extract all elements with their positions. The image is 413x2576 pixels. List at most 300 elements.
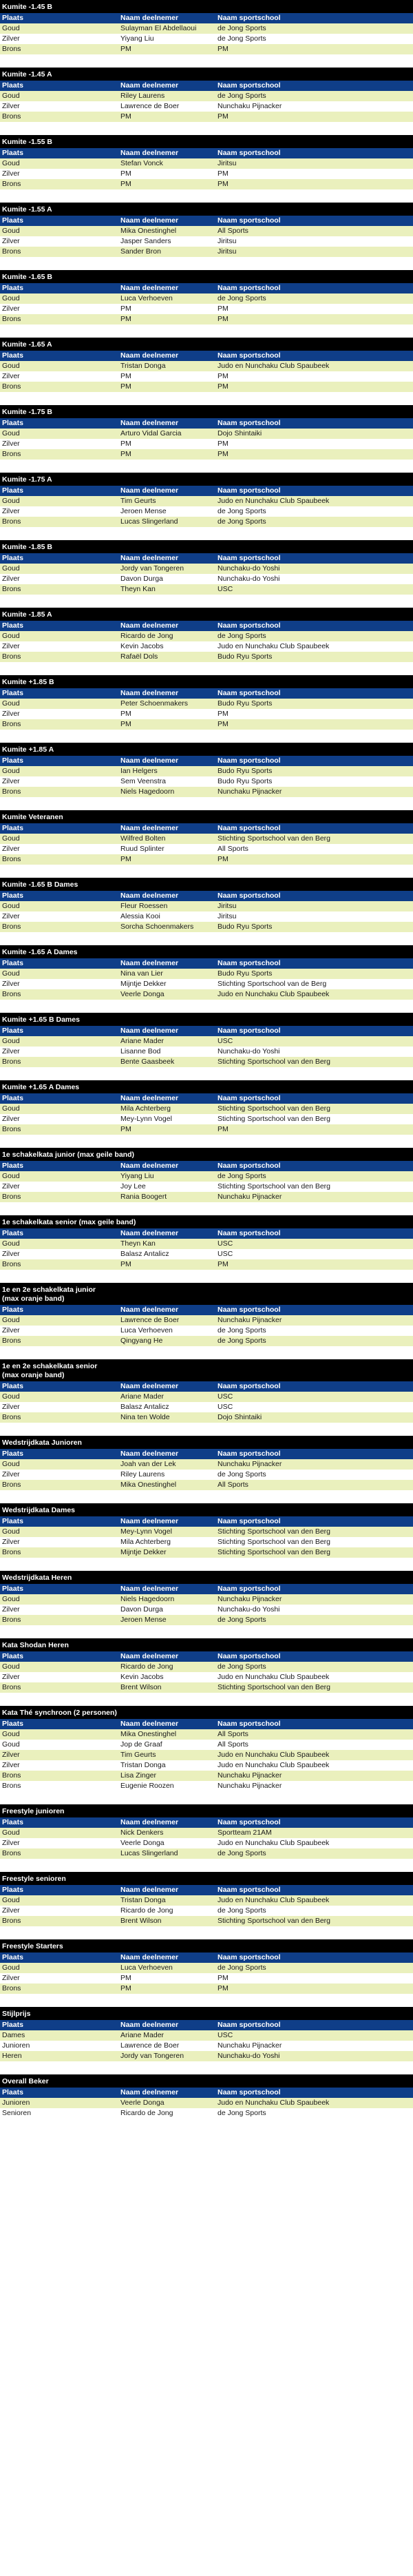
placement-cell: Brons — [2, 1616, 21, 1624]
school-name-cell: de Jong Sports — [218, 1849, 266, 1857]
results-section — [0, 540, 413, 595]
result-row — [0, 371, 413, 382]
result-row — [0, 1662, 413, 1672]
column-header-row — [0, 13, 413, 23]
school-name-cell: PM — [218, 1974, 229, 1982]
result-row — [0, 574, 413, 584]
results-section — [0, 1571, 413, 1625]
school-name-cell: PM — [218, 1984, 229, 1992]
column-header-name: Naam deelnemer — [120, 554, 179, 562]
result-row — [0, 989, 413, 1000]
placement-cell: Zilver — [2, 440, 20, 448]
participant-name-cell: Kevin Jacobs — [120, 642, 164, 650]
participant-name-cell: Peter Schoenmakers — [120, 699, 189, 708]
participant-name-cell: Bente Gaasbeek — [120, 1058, 175, 1066]
column-header-school: Naam sportschool — [218, 216, 281, 225]
school-name-cell: USC — [218, 585, 233, 593]
result-row — [0, 1973, 413, 1983]
result-row — [0, 1459, 413, 1470]
column-header-place: Plaats — [2, 216, 23, 225]
placement-cell: Zilver — [2, 575, 20, 583]
school-name-cell: de Jong Sports — [218, 1662, 266, 1671]
school-name-cell: Judo en Nunchaku Club Spaubeek — [218, 2099, 330, 2107]
placement-cell: Goud — [2, 429, 20, 437]
school-name-cell: PM — [218, 112, 229, 121]
column-header-place: Plaats — [2, 621, 23, 630]
results-section — [0, 2007, 413, 2061]
column-header-school: Naam sportschool — [218, 1382, 281, 1390]
placement-cell: Brons — [2, 1058, 21, 1066]
school-name-cell: Jiritsu — [218, 237, 237, 245]
results-section — [0, 608, 413, 662]
result-row — [0, 901, 413, 911]
column-header-name: Naam deelnemer — [120, 1720, 179, 1728]
placement-cell: Goud — [2, 1239, 20, 1248]
school-name-cell: Budo Ryu Sports — [218, 923, 273, 931]
school-name-cell: Stichting Sportschool van den Berg — [218, 1115, 331, 1123]
column-header-school: Naam sportschool — [218, 81, 281, 90]
school-name-cell: de Jong Sports — [218, 1964, 266, 1972]
placement-cell: Brons — [2, 247, 21, 256]
participant-name-cell: Ricardo de Jong — [120, 2109, 173, 2117]
column-header-place: Plaats — [2, 1953, 23, 1961]
school-name-cell: de Jong Sports — [218, 507, 266, 515]
school-name-cell: All Sports — [218, 227, 248, 235]
school-name-cell: Judo en Nunchaku Club Spaubeek — [218, 497, 330, 505]
results-section — [0, 810, 413, 865]
participant-name-cell: Wilfred Bolten — [120, 834, 166, 843]
school-name-cell: Judo en Nunchaku Club Spaubeek — [218, 1673, 330, 1681]
category-title: Wedstrijdkata Junioren — [0, 1436, 413, 1449]
placement-cell: Goud — [2, 1527, 20, 1536]
placement-cell: Zilver — [2, 507, 20, 515]
participant-name-cell: PM — [120, 1974, 131, 1982]
results-section — [0, 1872, 413, 1926]
participant-name-cell: Ricardo de Jong — [120, 1662, 173, 1671]
column-header-row — [0, 1516, 413, 1527]
school-name-cell: Judo en Nunchaku Club Spaubeek — [218, 1839, 330, 1847]
column-header-row — [0, 553, 413, 564]
column-header-name: Naam deelnemer — [120, 14, 179, 22]
column-header-name: Naam deelnemer — [120, 756, 179, 765]
result-row — [0, 23, 413, 34]
column-header-row — [0, 2020, 413, 2030]
column-header-name: Naam deelnemer — [120, 959, 179, 967]
results-section — [0, 0, 413, 54]
school-name-cell: PM — [218, 710, 229, 718]
school-name-cell: Sportteam 21AM — [218, 1828, 272, 1837]
participant-name-cell: Veerle Donga — [120, 2099, 165, 2107]
placement-cell: Goud — [2, 1662, 20, 1671]
category-title: Wedstrijdkata Heren — [0, 1571, 413, 1584]
results-section — [0, 68, 413, 122]
school-name-cell: All Sports — [218, 1481, 248, 1489]
school-name-cell: PM — [218, 1125, 229, 1133]
column-header-place: Plaats — [2, 824, 23, 832]
placement-cell: Brons — [2, 1260, 21, 1268]
placement-cell: Brons — [2, 45, 21, 53]
participant-name-cell: Sander Bron — [120, 247, 161, 256]
placement-cell: Zilver — [2, 305, 20, 313]
participant-name-cell: Luca Verhoeven — [120, 1964, 173, 1972]
column-header-school: Naam sportschool — [218, 1886, 281, 1894]
participant-name-cell: Tim Geurts — [120, 497, 156, 505]
column-header-name: Naam deelnemer — [120, 1652, 179, 1660]
result-row — [0, 766, 413, 776]
placement-cell: Zilver — [2, 1250, 20, 1258]
column-header-row — [0, 1719, 413, 1729]
result-row — [0, 1594, 413, 1605]
category-title: 1e schakelkata junior (max geile band) — [0, 1148, 413, 1161]
result-row — [0, 1104, 413, 1114]
placement-cell: Goud — [2, 1828, 20, 1837]
column-header-row — [0, 823, 413, 834]
column-header-place: Plaats — [2, 1720, 23, 1728]
result-row — [0, 2041, 413, 2051]
results-section — [0, 1638, 413, 1693]
participant-name-cell: Mila Achterberg — [120, 1104, 171, 1113]
placement-cell: Zilver — [2, 1326, 20, 1335]
participant-name-cell: PM — [120, 1260, 131, 1268]
column-header-name: Naam deelnemer — [120, 689, 179, 697]
results-section — [0, 1436, 413, 1490]
category-title: Freestyle Starters — [0, 1939, 413, 1952]
school-name-cell: Nunchaku Pijnacker — [218, 1316, 282, 1324]
column-header-place: Plaats — [2, 1886, 23, 1894]
school-name-cell: All Sports — [218, 845, 248, 853]
result-row — [0, 496, 413, 506]
result-row — [0, 1771, 413, 1781]
column-header-place: Plaats — [2, 1306, 23, 1314]
column-header-place: Plaats — [2, 149, 23, 157]
results-section — [0, 2074, 413, 2119]
result-row — [0, 652, 413, 662]
placement-cell: Zilver — [2, 1673, 20, 1681]
column-header-name: Naam deelnemer — [120, 81, 179, 90]
placement-cell: Goud — [2, 969, 20, 978]
school-name-cell: Stichting Sportschool van den Berg — [218, 1058, 331, 1066]
participant-name-cell: Sorcha Schoenmakers — [120, 923, 194, 931]
category-title: Kumite -1.75 A — [0, 473, 413, 486]
column-header-school: Naam sportschool — [218, 1027, 281, 1035]
school-name-cell: PM — [218, 45, 229, 53]
column-header-row — [0, 1228, 413, 1239]
participant-name-cell: Yiyang Liu — [120, 1172, 154, 1180]
column-header-name: Naam deelnemer — [120, 1027, 179, 1035]
results-section — [0, 473, 413, 527]
school-name-cell: Stichting Sportschool van de Berg — [218, 980, 327, 988]
results-section — [0, 1939, 413, 1994]
column-header-school: Naam sportschool — [218, 2021, 281, 2029]
participant-name-cell: Qingyang He — [120, 1337, 163, 1345]
participant-name-cell: Riley Laurens — [120, 1470, 165, 1478]
category-title: Overall Beker — [0, 2074, 413, 2088]
participant-name-cell: Fleur Roessen — [120, 902, 168, 910]
result-row — [0, 719, 413, 730]
column-header-row — [0, 688, 413, 699]
result-row — [0, 1259, 413, 1270]
participant-name-cell: Jop de Graaf — [120, 1740, 162, 1749]
school-name-cell: USC — [218, 1392, 233, 1401]
results-section — [0, 1215, 413, 1270]
placement-cell: Brons — [2, 315, 21, 323]
result-row — [0, 1963, 413, 1973]
result-row — [0, 44, 413, 54]
participant-name-cell: Mey-Lynn Vogel — [120, 1115, 172, 1123]
result-row — [0, 1895, 413, 1906]
participant-name-cell: PM — [120, 440, 131, 448]
category-title: Kumite -1.65 B Dames — [0, 878, 413, 891]
category-title: Kumite -1.65 A Dames — [0, 945, 413, 958]
school-name-cell: USC — [218, 1037, 233, 1045]
school-name-cell: Budo Ryu Sports — [218, 969, 273, 978]
participant-name-cell: Niels Hagedoorn — [120, 787, 175, 796]
result-row — [0, 979, 413, 989]
results-section — [0, 135, 413, 189]
result-row — [0, 449, 413, 460]
placement-cell: Goud — [2, 1316, 20, 1324]
placement-cell: Zilver — [2, 777, 20, 785]
participant-name-cell: Yiyang Liu — [120, 34, 154, 43]
placement-cell: Goud — [2, 767, 20, 775]
placement-cell: Goud — [2, 564, 20, 573]
placement-cell: Brons — [2, 1548, 21, 1556]
results-section — [0, 945, 413, 1000]
placement-cell: Heren — [2, 2052, 22, 2060]
results-section — [0, 675, 413, 730]
participant-name-cell: Tristan Donga — [120, 362, 166, 370]
placement-cell: Brons — [2, 855, 21, 863]
participant-name-cell: Ariane Mader — [120, 1392, 165, 1401]
column-header-name: Naam deelnemer — [120, 149, 179, 157]
school-name-cell: Stichting Sportschool van den Berg — [218, 1104, 331, 1113]
result-row — [0, 1315, 413, 1326]
column-header-school: Naam sportschool — [218, 1720, 281, 1728]
placement-cell: Goud — [2, 699, 20, 708]
school-name-cell: Dojo Shintaiki — [218, 429, 262, 437]
participant-name-cell: PM — [120, 1984, 131, 1992]
school-name-cell: de Jong Sports — [218, 1326, 266, 1335]
participant-name-cell: Veerle Donga — [120, 1839, 165, 1847]
school-name-cell: PM — [218, 169, 229, 178]
participant-name-cell: Theyn Kan — [120, 585, 156, 593]
school-name-cell: Budo Ryu Sports — [218, 652, 273, 661]
placement-cell: Senioren — [2, 2109, 32, 2117]
placement-cell: Goud — [2, 362, 20, 370]
results-section — [0, 270, 413, 324]
column-header-school: Naam sportschool — [218, 419, 281, 427]
placement-cell: Junioren — [2, 2041, 30, 2050]
column-header-place: Plaats — [2, 1585, 23, 1593]
participant-name-cell: PM — [120, 112, 131, 121]
school-name-cell: PM — [218, 450, 229, 458]
participant-name-cell: Jordy van Tongeren — [120, 2052, 184, 2060]
column-header-school: Naam sportschool — [218, 1162, 281, 1170]
column-header-school: Naam sportschool — [218, 1306, 281, 1314]
school-name-cell: Nunchaku Pijnacker — [218, 2041, 282, 2050]
column-header-name: Naam deelnemer — [120, 1306, 179, 1314]
column-header-school: Naam sportschool — [218, 892, 281, 900]
participant-name-cell: Jeroen Mense — [120, 1616, 167, 1624]
column-header-row — [0, 1449, 413, 1459]
result-row — [0, 631, 413, 641]
school-name-cell: de Jong Sports — [218, 24, 266, 32]
category-title: Stijlprijs — [0, 2007, 413, 2020]
column-header-place: Plaats — [2, 81, 23, 90]
column-header-name: Naam deelnemer — [120, 1162, 179, 1170]
column-header-school: Naam sportschool — [218, 959, 281, 967]
school-name-cell: de Jong Sports — [218, 1337, 266, 1345]
column-header-place: Plaats — [2, 351, 23, 360]
placement-cell: Goud — [2, 1460, 20, 1468]
column-header-row — [0, 283, 413, 293]
school-name-cell: PM — [218, 305, 229, 313]
participant-name-cell: Jordy van Tongeren — [120, 564, 184, 573]
school-name-cell: PM — [218, 720, 229, 728]
placement-cell: Goud — [2, 1896, 20, 1904]
placement-cell: Zilver — [2, 710, 20, 718]
category-title: Kumite -1.75 B — [0, 405, 413, 418]
school-name-cell: de Jong Sports — [218, 1616, 266, 1624]
participant-name-cell: Arturo Vidal Garcia — [120, 429, 182, 437]
column-header-name: Naam deelnemer — [120, 284, 179, 292]
school-name-cell: PM — [218, 440, 229, 448]
participant-name-cell: Mika Onestinghel — [120, 1481, 177, 1489]
column-header-name: Naam deelnemer — [120, 1886, 179, 1894]
placement-cell: Goud — [2, 497, 20, 505]
school-name-cell: Nunchaku Pijnacker — [218, 1771, 282, 1780]
placement-cell: Zilver — [2, 1761, 20, 1769]
column-header-place: Plaats — [2, 554, 23, 562]
school-name-cell: de Jong Sports — [218, 294, 266, 302]
column-header-name: Naam deelnemer — [120, 621, 179, 630]
column-header-row — [0, 1305, 413, 1315]
column-header-place: Plaats — [2, 1229, 23, 1237]
school-name-cell: Judo en Nunchaku Club Spaubeek — [218, 1761, 330, 1769]
result-row — [0, 293, 413, 304]
result-row — [0, 1740, 413, 1750]
participant-name-cell: Riley Laurens — [120, 92, 165, 100]
category-title: Kumite -1.45 B — [0, 0, 413, 13]
placement-cell: Goud — [2, 227, 20, 235]
school-name-cell: Stichting Sportschool van den Berg — [218, 1538, 331, 1546]
result-row — [0, 1682, 413, 1693]
school-name-cell: PM — [218, 372, 229, 380]
placement-cell: Brons — [2, 1337, 21, 1345]
column-header-place: Plaats — [2, 689, 23, 697]
participant-name-cell: Balasz Antalicz — [120, 1250, 169, 1258]
participant-name-cell: PM — [120, 382, 131, 391]
placement-cell: Zilver — [2, 169, 20, 178]
school-name-cell: Judo en Nunchaku Club Spaubeek — [218, 990, 330, 998]
placement-cell: Zilver — [2, 1115, 20, 1123]
placement-cell: Zilver — [2, 102, 20, 110]
participant-name-cell: Jeroen Mense — [120, 507, 167, 515]
column-header-school: Naam sportschool — [218, 824, 281, 832]
result-row — [0, 361, 413, 371]
results-section — [0, 1080, 413, 1135]
column-header-place: Plaats — [2, 2088, 23, 2096]
placement-cell: Brons — [2, 1125, 21, 1133]
result-row — [0, 112, 413, 122]
column-header-place: Plaats — [2, 2021, 23, 2029]
result-row — [0, 1057, 413, 1067]
category-title: Kata Shodan Heren — [0, 1638, 413, 1651]
participant-name-cell: PM — [120, 855, 131, 863]
placement-cell: Goud — [2, 902, 20, 910]
school-name-cell: de Jong Sports — [218, 2109, 266, 2117]
placement-cell: Goud — [2, 1104, 20, 1113]
school-name-cell: Jiritsu — [218, 247, 237, 256]
result-row — [0, 1036, 413, 1047]
result-row — [0, 1336, 413, 1346]
participant-name-cell: Mila Achterberg — [120, 1538, 171, 1546]
result-row — [0, 2051, 413, 2061]
column-header-place: Plaats — [2, 486, 23, 495]
school-name-cell: Nunchaku Pijnacker — [218, 1193, 282, 1201]
participant-name-cell: Veerle Donga — [120, 990, 165, 998]
column-header-row — [0, 351, 413, 361]
column-header-school: Naam sportschool — [218, 1517, 281, 1525]
school-name-cell: USC — [218, 2031, 233, 2039]
column-header-school: Naam sportschool — [218, 756, 281, 765]
participant-name-cell: Ricardo de Jong — [120, 632, 173, 640]
placement-cell: Brons — [2, 652, 21, 661]
placement-cell: Zilver — [2, 912, 20, 920]
placement-cell: Goud — [2, 632, 20, 640]
result-row — [0, 1124, 413, 1135]
participant-name-cell: Ariane Mader — [120, 2031, 165, 2039]
column-header-school: Naam sportschool — [218, 689, 281, 697]
placement-cell: Goud — [2, 1964, 20, 1972]
participant-name-cell: PM — [120, 1125, 131, 1133]
placement-cell: Brons — [2, 923, 21, 931]
column-header-name: Naam deelnemer — [120, 351, 179, 360]
school-name-cell: Stichting Sportschool van den Berg — [218, 1917, 331, 1925]
result-row — [0, 158, 413, 169]
placement-cell: Brons — [2, 1849, 21, 1857]
result-row — [0, 1547, 413, 1558]
school-name-cell: Budo Ryu Sports — [218, 699, 273, 708]
column-header-row — [0, 1817, 413, 1828]
result-row — [0, 314, 413, 324]
column-header-row — [0, 1885, 413, 1895]
school-name-cell: Nunchaku-do Yoshi — [218, 1047, 280, 1055]
column-header-place: Plaats — [2, 1094, 23, 1102]
result-row — [0, 969, 413, 979]
participant-name-cell: PM — [120, 450, 131, 458]
school-name-cell: USC — [218, 1250, 233, 1258]
results-section — [0, 1706, 413, 1791]
column-header-place: Plaats — [2, 959, 23, 967]
participant-name-cell: Ruud Splinter — [120, 845, 165, 853]
participant-name-cell: Tristan Donga — [120, 1896, 166, 1904]
participant-name-cell: Jasper Sanders — [120, 237, 171, 245]
column-header-place: Plaats — [2, 284, 23, 292]
column-header-place: Plaats — [2, 1162, 23, 1170]
participant-name-cell: Rania Boogert — [120, 1193, 167, 1201]
result-row — [0, 2098, 413, 2108]
category-title: Kumite -1.65 B — [0, 270, 413, 283]
school-name-cell: USC — [218, 1239, 233, 1248]
result-row — [0, 226, 413, 236]
school-name-cell: de Jong Sports — [218, 632, 266, 640]
result-row — [0, 1848, 413, 1859]
category-title: 1e en 2e schakelkata junior (max oranje band) — [0, 1283, 413, 1305]
participant-name-cell: Sulayman El Abdellaoui — [120, 24, 197, 32]
result-row — [0, 1470, 413, 1480]
placement-cell: Zilver — [2, 845, 20, 853]
